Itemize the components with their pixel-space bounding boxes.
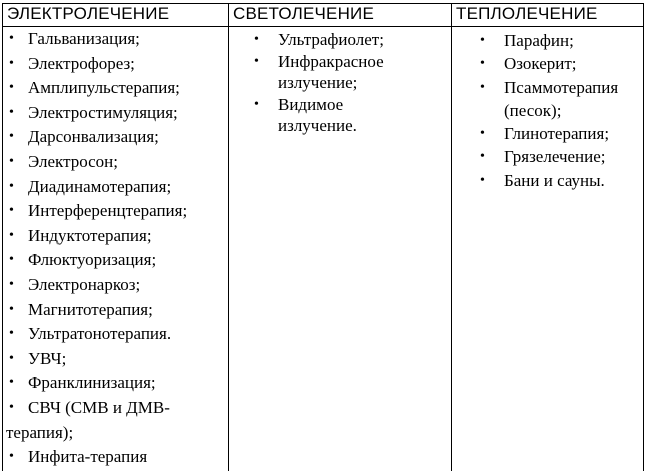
list-item [252,51,447,94]
bullet-icon: • [254,32,259,47]
list-item [6,175,224,200]
list-item-text: Ультратонотерапия. [28,324,172,344]
bullet-icon: • [9,104,14,120]
list-item-text: Диадинамотерапия; [28,176,172,196]
header-phototherapy: СВЕТОЛЕЧЕНИЕ [233,4,375,23]
bullet-icon: • [9,276,14,292]
list-item [252,94,447,137]
bullet-icon: • [9,129,14,145]
list-item-text: Амплипульстерапия; [28,78,180,98]
bullet-icon: • [9,449,14,465]
bullet-icon: • [480,172,485,188]
bullet-icon: • [9,350,14,366]
list-item [6,224,224,249]
thermotherapy-list [478,29,643,192]
list-item-text: Индуктотерапия; [28,225,152,245]
electrotherapy-list [6,27,224,470]
bullet-icon: • [9,80,14,96]
bullet-icon: • [480,79,485,95]
list-item-text: Инфита-терапия [28,447,148,467]
list-item-text: Флюктуоризация; [28,250,157,270]
bullet-icon: • [9,399,14,415]
list-item-text: Глинотерапия; [504,124,610,144]
list-item [6,27,224,52]
list-item-text: Электрофорез; [28,53,135,73]
list-item [478,52,643,75]
list-item-text: Интерференцтерапия; [28,201,188,221]
bullet-icon: • [480,149,485,165]
list-item [478,169,643,192]
bullet-icon: • [480,56,485,72]
list-item-text: Электростимуляция; [28,102,178,122]
list-item [6,445,224,470]
list-item-text: Грязелечение; [504,147,606,167]
list-item [6,248,224,273]
bullet-icon: • [480,126,485,142]
column-divider-1 [228,3,229,471]
list-item [6,125,224,150]
list-item-text: Псаммотерапия [504,77,619,97]
list-item [6,150,224,175]
list-item [6,298,224,323]
list-item [6,396,224,445]
list-item [6,199,224,224]
list-item-text: Озокерит; [504,54,577,74]
list-item-text: Парафин; [504,31,574,50]
list-item [6,347,224,372]
list-item [478,29,643,52]
list-item-text: Электросон; [28,151,118,171]
list-item [478,122,643,145]
bullet-icon: • [9,55,14,71]
list-item [6,101,224,126]
list-item-text: излучение; [278,73,358,92]
list-item-text: Франклинизация; [28,373,156,393]
list-item-text: Бани и сауны. [504,170,605,190]
list-item [6,322,224,347]
table-border-left [2,3,3,471]
phototherapy-list [252,29,447,137]
list-item [6,52,224,77]
list-item-text: Электронаркоз; [28,274,141,294]
list-item [6,76,224,101]
list-item-text: УВЧ; [28,348,67,368]
bullet-icon: • [9,301,14,317]
list-item [478,145,643,168]
list-item-text: Гальванизация; [28,29,140,48]
list-item [6,273,224,298]
bullet-icon: • [254,53,259,69]
list-item-text: (песок); [504,100,562,120]
list-item-text: Дарсонвализация; [28,127,159,147]
bullet-icon: • [9,178,14,194]
list-item-text: Ультрафиолет; [278,30,384,49]
bullet-icon: • [9,375,14,391]
list-item [6,371,224,396]
column-divider-2 [451,3,452,471]
list-item-text: Инфракрасное [278,51,384,71]
bullet-icon: • [9,252,14,268]
table-border-right [643,3,644,471]
bullet-icon: • [9,326,14,342]
header-thermotherapy: ТЕПЛОЛЕЧЕНИЕ [456,4,598,23]
list-item-text: терапия); [6,422,74,442]
list-item-text: Магнитотерапия; [28,299,153,319]
bullet-icon: • [480,33,485,48]
bullet-icon: • [9,227,14,243]
list-item [252,29,447,51]
bullet-icon: • [9,153,14,169]
list-item-text: излучение. [278,116,357,135]
list-item-text: Видимое [278,94,344,114]
bullet-icon: • [9,203,14,219]
header-electrotherapy: ЭЛЕКТРОЛЕЧЕНИЕ [7,4,170,23]
list-item-text: СВЧ (СМВ и ДМВ- [28,397,170,417]
bullet-icon: • [9,31,14,46]
list-item [478,76,643,123]
bullet-icon: • [254,96,259,112]
